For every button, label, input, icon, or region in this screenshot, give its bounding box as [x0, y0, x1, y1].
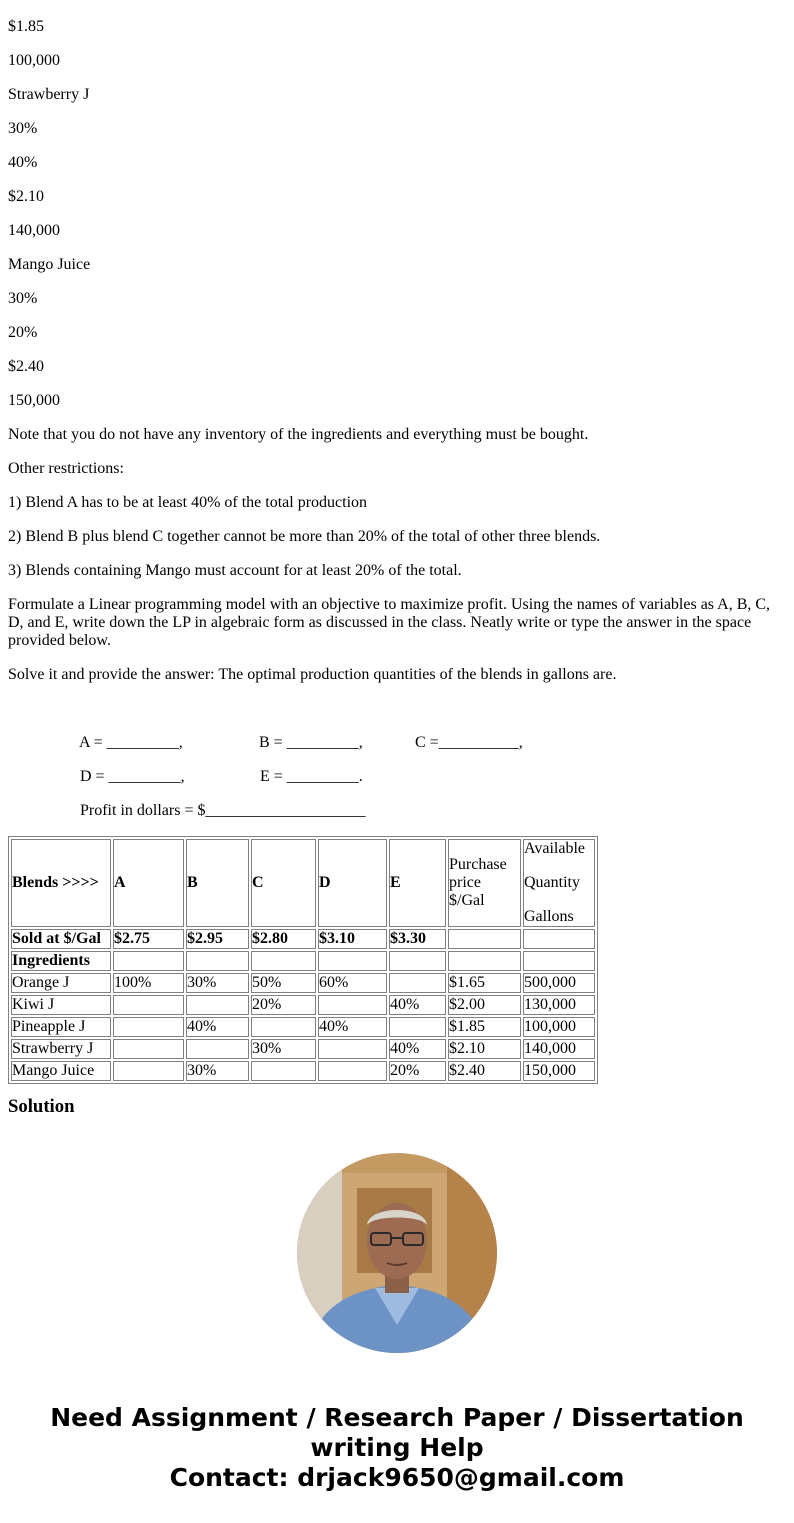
- list-item: [8, 0, 778, 2]
- list-item: $2.10: [8, 188, 44, 205]
- table-cell: 500,000: [523, 973, 595, 993]
- header-line: Gallons: [524, 908, 574, 925]
- table-cell: [318, 1039, 387, 1059]
- table-cell: [186, 951, 249, 971]
- table-cell: [113, 1061, 184, 1081]
- table-cell: E: [389, 839, 446, 927]
- table-row: [11, 995, 595, 1015]
- table-row: [11, 929, 595, 949]
- solution-heading: Solution: [8, 1096, 75, 1117]
- restriction-1: 1) Blend A has to be at least 40% of the total production: [8, 494, 368, 511]
- table-cell: [113, 995, 184, 1015]
- table-cell: 30%: [251, 1039, 316, 1059]
- table-cell: $3.10: [318, 929, 387, 949]
- table-cell: 40%: [389, 1039, 446, 1059]
- portrait-image: [297, 1153, 497, 1353]
- table-cell: [389, 1017, 446, 1037]
- restriction-2: 2) Blend B plus blend C together cannot be more than 20% of the total of other three blends.: [8, 528, 601, 545]
- table-cell: B: [186, 839, 249, 927]
- table-cell: 100,000: [523, 1017, 595, 1037]
- header-line: Available: [524, 840, 586, 857]
- table-cell: 40%: [389, 995, 446, 1015]
- table-cell: [448, 951, 521, 971]
- list-item: 40%: [8, 154, 38, 171]
- table-cell: Sold at $/Gal: [11, 929, 111, 949]
- solve-instruction: Solve it and provide the answer: The optimal production quantities of the blends in gallons are.: [8, 666, 617, 683]
- table-row: [11, 1061, 595, 1081]
- table-row: [11, 1017, 595, 1037]
- table-cell: C: [251, 839, 316, 927]
- table-header-row: [11, 839, 595, 927]
- table-cell: Ingredients: [11, 951, 111, 971]
- inventory-note: Note that you do not have any inventory of the ingredients and everything must be bought.: [8, 426, 589, 443]
- answer-row-abc: [8, 734, 778, 752]
- table-row: [11, 1039, 595, 1059]
- table-cell: $2.10: [448, 1039, 521, 1059]
- table-cell: Mango Juice: [11, 1061, 111, 1081]
- table-cell: [389, 973, 446, 993]
- header-line: Quantity: [524, 874, 580, 891]
- table-cell: 40%: [318, 1017, 387, 1037]
- list-item: Mango Juice: [8, 256, 91, 273]
- formulate-instruction: Formulate a Linear programming model with an objective to maximize profit. Using the names of variables as A, B, C, D, and E, write down the LP in algebraic form as discussed in the class. Neatly write or type the answer in the space provided below.: [8, 596, 771, 649]
- table-cell: Pineapple J: [11, 1017, 111, 1037]
- table-cell: $2.80: [251, 929, 316, 949]
- table-cell: 30%: [186, 973, 249, 993]
- table-cell: [318, 1061, 387, 1081]
- table-cell: [318, 995, 387, 1015]
- table-cell: [251, 1061, 316, 1081]
- table-row: [11, 973, 595, 993]
- table-cell: 40%: [186, 1017, 249, 1037]
- table-cell: 20%: [251, 995, 316, 1015]
- list-item: 150,000: [8, 392, 60, 409]
- list-item: $2.40: [8, 358, 44, 375]
- table-cell: [523, 929, 595, 949]
- table-cell: [318, 951, 387, 971]
- list-item: 20%: [8, 324, 38, 341]
- table-cell: [186, 1039, 249, 1059]
- answer-e: E = _________.: [260, 768, 363, 785]
- header-line: $/Gal: [449, 892, 485, 909]
- promo-banner: [0, 1403, 794, 1493]
- table-cell: 100%: [113, 973, 184, 993]
- restriction-3: 3) Blends containing Mango must account for at least 20% of the total.: [8, 562, 462, 579]
- table-cell: $3.30: [389, 929, 446, 949]
- table-cell: [251, 1017, 316, 1037]
- promo-line: writing Help: [310, 1433, 484, 1462]
- header-line: price: [449, 874, 481, 891]
- list-item: $1.85: [8, 18, 44, 35]
- table-cell: [251, 951, 316, 971]
- list-item: 30%: [8, 290, 38, 307]
- table-cell: 60%: [318, 973, 387, 993]
- answer-c: C =__________,: [415, 734, 523, 751]
- list-item: 30%: [8, 120, 38, 137]
- answer-a: A = _________,: [79, 734, 183, 751]
- answer-row-profit: [8, 802, 778, 820]
- answer-d: D = _________,: [80, 768, 185, 785]
- table-row: [11, 951, 595, 971]
- document-content: [8, 0, 778, 1123]
- available-quantity-header: [523, 839, 595, 927]
- table-cell: A: [113, 839, 184, 927]
- list-item: Strawberry J: [8, 86, 90, 103]
- table-cell: [113, 951, 184, 971]
- promo-line: Need Assignment / Research Paper / Dissertation: [50, 1403, 744, 1432]
- table-cell: [113, 1017, 184, 1037]
- table-cell: [523, 951, 595, 971]
- author-photo: [297, 1153, 497, 1353]
- blend-table: [8, 836, 598, 1084]
- table-cell: Strawberry J: [11, 1039, 111, 1059]
- table-cell: 140,000: [523, 1039, 595, 1059]
- table-cell: D: [318, 839, 387, 927]
- answer-profit: Profit in dollars = $____________________: [80, 802, 366, 819]
- restrictions-heading: Other restrictions:: [8, 460, 124, 477]
- table-cell: 150,000: [523, 1061, 595, 1081]
- table-cell: Kiwi J: [11, 995, 111, 1015]
- table-cell: $2.95: [186, 929, 249, 949]
- list-item: 140,000: [8, 222, 60, 239]
- answer-b: B = _________,: [259, 734, 363, 751]
- answer-row-de: [8, 768, 778, 786]
- table-cell: 130,000: [523, 995, 595, 1015]
- table-cell: 30%: [186, 1061, 249, 1081]
- table-cell: $2.40: [448, 1061, 521, 1081]
- list-item: 100,000: [8, 52, 60, 69]
- table-cell: $1.85: [448, 1017, 521, 1037]
- table-cell: [389, 951, 446, 971]
- purchase-price-header: [448, 839, 521, 927]
- table-cell: $1.65: [448, 973, 521, 993]
- table-cell: Blends >>>>: [11, 839, 111, 927]
- table-cell: Orange J: [11, 973, 111, 993]
- table-cell: $2.75: [113, 929, 184, 949]
- table-cell: 50%: [251, 973, 316, 993]
- table-cell: [448, 929, 521, 949]
- table-cell: [113, 1039, 184, 1059]
- header-line: Purchase: [449, 856, 507, 873]
- table-cell: 20%: [389, 1061, 446, 1081]
- promo-contact: Contact: drjack9650@gmail.com: [169, 1463, 625, 1492]
- table-cell: [186, 995, 249, 1015]
- table-cell: $2.00: [448, 995, 521, 1015]
